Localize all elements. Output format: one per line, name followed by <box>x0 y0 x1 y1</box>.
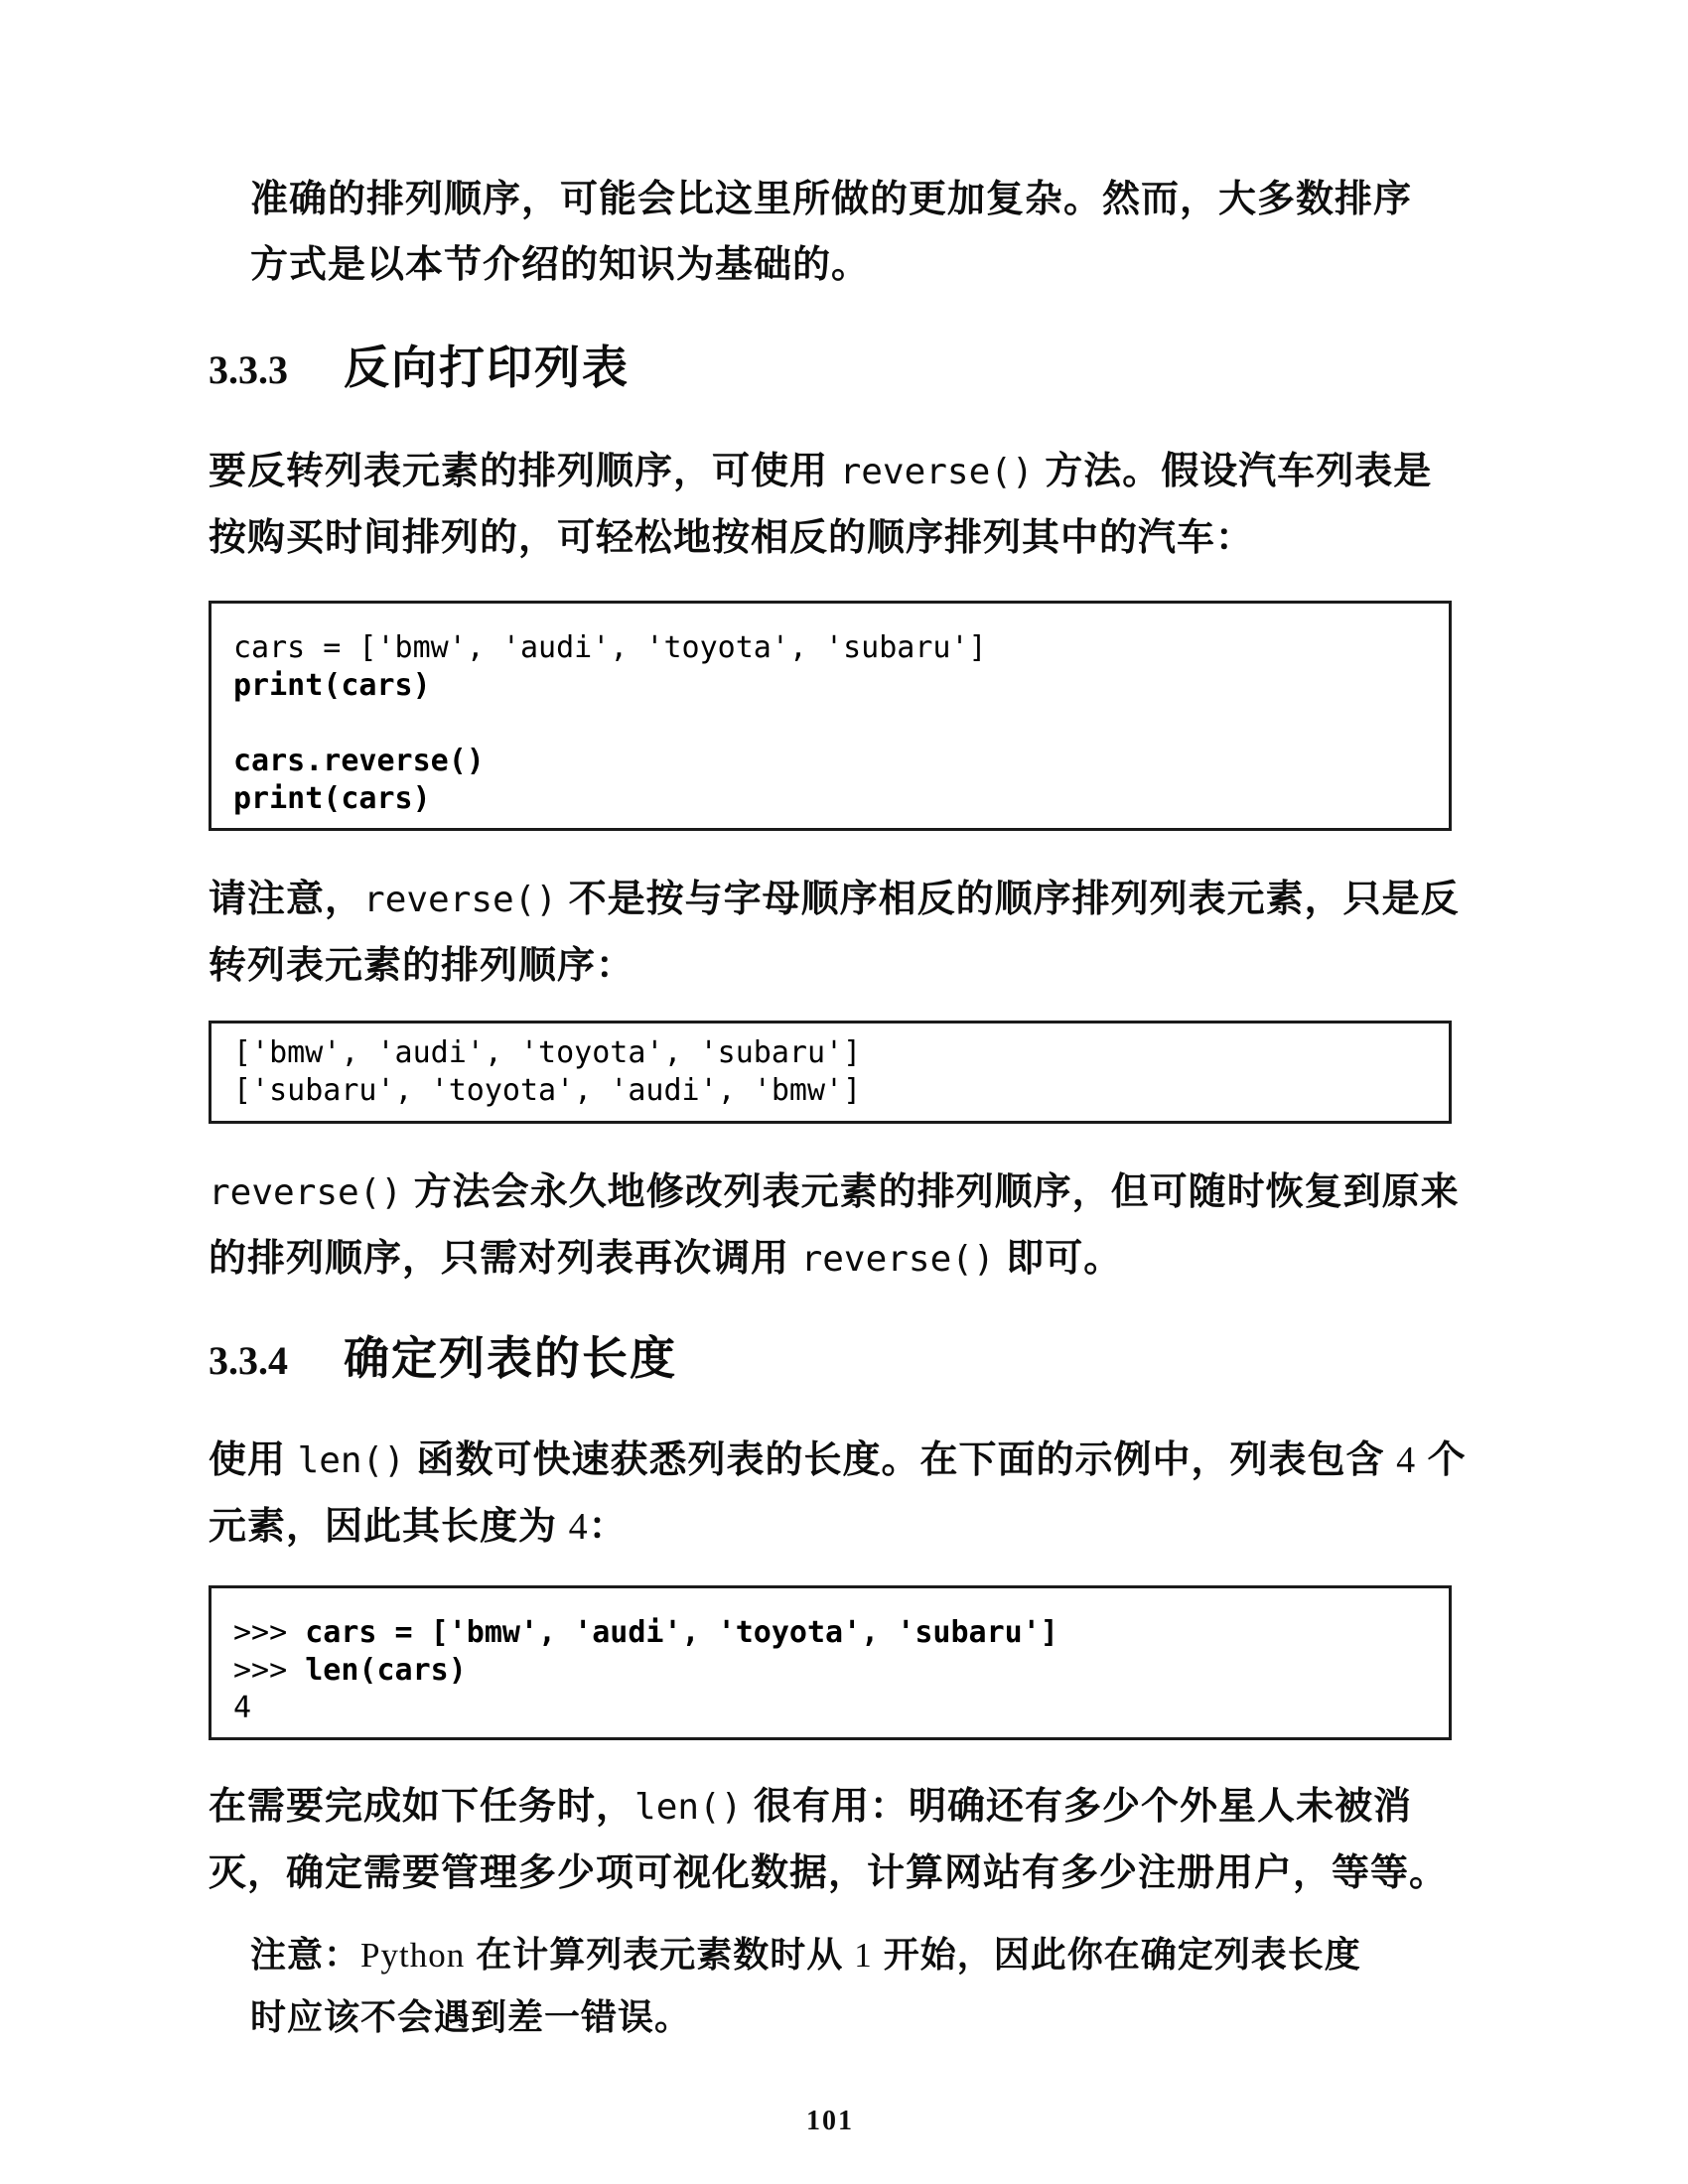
text-column <box>209 0 1467 2137</box>
section-title: 确定列表的长度 <box>344 1332 677 1384</box>
section-number: 3.3.4 <box>209 1338 288 1383</box>
section-title: 反向打印列表 <box>344 341 630 393</box>
paragraph-len-uses: 在需要完成如下任务时，len() 很有用：明确还有多少个外星人未被消 灭，确定需要管理多少项可视化数据，计算网站有多少注册用户，等等。 <box>209 1786 1449 1894</box>
section-number: 3.3.3 <box>209 347 288 392</box>
note-paragraph: 注意：Python 在计算列表元素数时从 1 开始，因此你在确定列表长度 时应该不会遇到差一错误。 <box>250 1934 1361 2037</box>
paragraph-reverse-intro: 要反转列表元素的排列顺序，可使用 reverse() 方法。假设汽车列表是 按购买时间排列的，可轻松地按相反的顺序排列其中的汽车： <box>209 451 1433 559</box>
paragraph-len-intro: 使用 len() 函数可快速获悉列表的长度。在下面的示例中，列表包含 4 个 元素，因此其长度为 4： <box>209 1439 1467 1548</box>
code-block-reverse: cars = ['bmw', 'audi', 'toyota', 'subaru'] print(cars) cars.reverse() print(cars) <box>209 601 1452 831</box>
paragraph-reverse-note: 请注意，reverse() 不是按与字母顺序相反的顺序排列列表元素，只是反 转列表元素的排列顺序： <box>209 879 1460 987</box>
section-heading-3-3-3 <box>209 332 1452 397</box>
code-block-output: ['bmw', 'audi', 'toyota', 'subaru'] ['subaru', 'toyota', 'audi', 'bmw'] <box>209 1021 1452 1124</box>
paragraph-intro: 准确的排列顺序，可能会比这里所做的更加复杂。然而，大多数排序 方式是以本节介绍的知识为基础的。 <box>250 179 1413 286</box>
paragraph-reverse-permanent: reverse() 方法会永久地修改列表元素的排列顺序，但可随时恢复到原来 的排列顺序，只需对列表再次调用 reverse() 即可。 <box>209 1171 1460 1280</box>
code-block-len: >>> cars = ['bmw', 'audi', 'toyota', 'subaru'] >>> len(cars) 4 <box>209 1585 1452 1740</box>
section-heading-3-3-4 <box>209 1322 1452 1388</box>
page-number: 101 <box>806 2106 854 2136</box>
